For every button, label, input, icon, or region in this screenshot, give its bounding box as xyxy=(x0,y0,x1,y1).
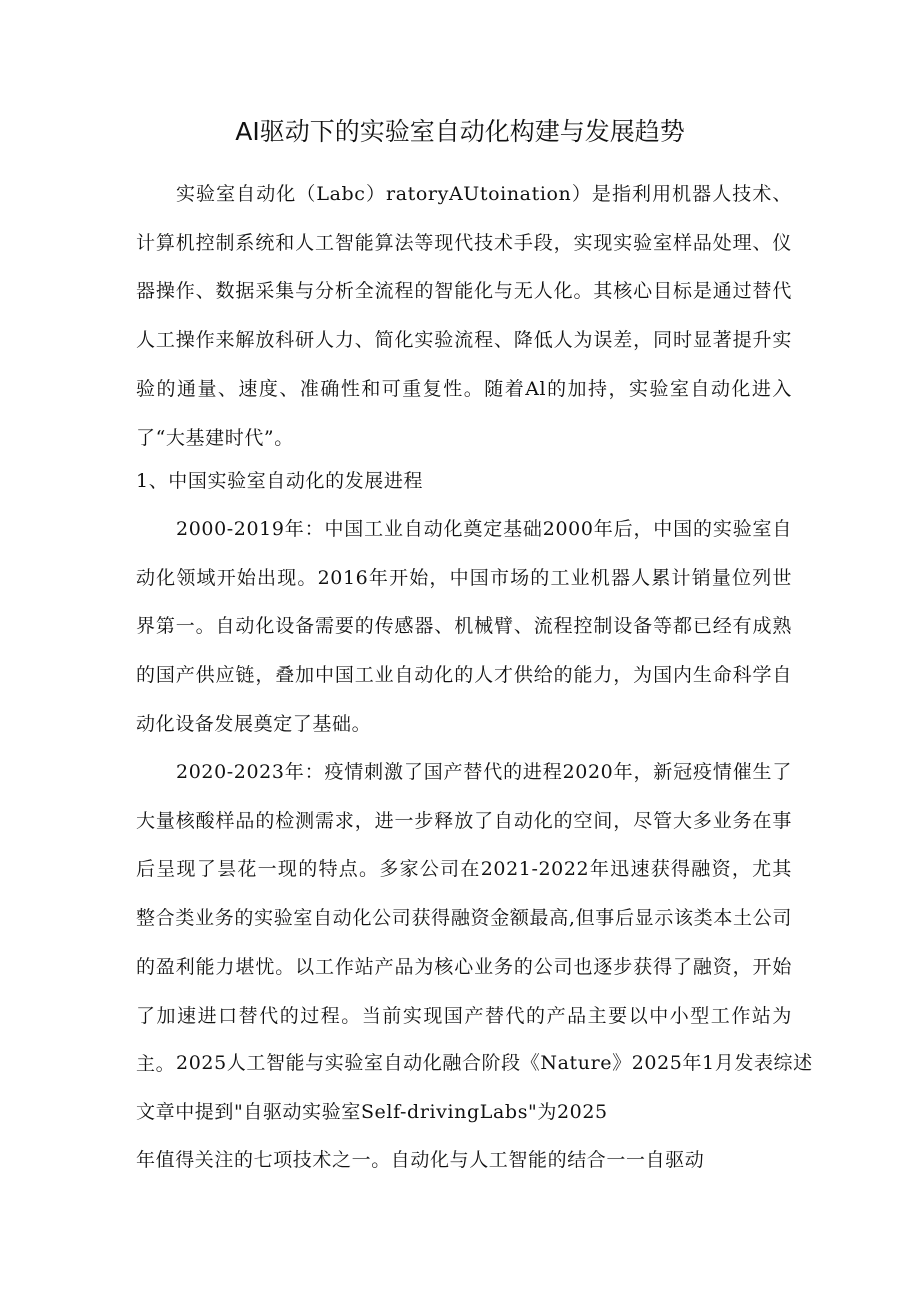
paragraph-2000-2019: 2000-2019年：中国工业自动化奠定基础2000年后，中国的实验室自动化领域开始出现。2016年开始，中国市场的工业机器人累计销量位列世界第一。自动化设备需要的传感器、机械臂、流程控制设备等都已经有成熟的国产供应链，叠加中国工业自动化的人才供给的能力，为国内生命科学自动化设备发展奠定了基础。 xyxy=(136,518,792,735)
section-heading: 1、中国实验室自动化的发展进程 xyxy=(136,470,424,492)
paragraph-2025-line-3: 年值得关注的七项技术之一。自动化与人工智能的结合一一自驱动 xyxy=(136,1149,705,1172)
paragraph-2020-2023: 2020-2023年：疫情刺激了国产替代的进程2020年，新冠疫情催生了大量核酸样品的检测需求，进一步释放了自动化的空间，尽管大多业务在事后呈现了昙花一现的特点。多家公司在2021-2022年迅速获得融资，尤其整合类业务的实验室自动化公司获得融资金额最高,但事后显示该类本土公司的盈利能力堪忧。以工作站产品为核心业务的公司也逐步获得了融资，开始了加速进口替代的过程。当前实现国产替代的产品主要以中小型工作站为主。 xyxy=(136,761,792,1076)
paragraph-2025 xyxy=(136,1039,813,1185)
document-title: AI驱动下的实验室自动化构建与发展趋势 xyxy=(235,117,685,146)
paragraph-2025-line-2: 文章中提到"自驱动实验室Self-drivingLabs"为2025 xyxy=(136,1100,608,1123)
paragraph-2025-line-1: 2025人工智能与实验室自动化融合阶段《Nature》2025年1月发表综述 xyxy=(176,1052,813,1074)
intro-paragraph: 实验室自动化（Labc）ratoryAUtoination）是指利用机器人技术、计算机控制系统和人工智能算法等现代技术手段，实现实验室样品处理、仪器操作、数据采集与分析全流程的智能化与无人化。其核心目标是通过替代人工操作来解放科研人力、简化实验流程、降低人为误差，同时显著提升实验的通量、速度、准确性和可重复性。随着Al的加持，实验室自动化进入了“大基建时代”。 xyxy=(136,183,792,449)
